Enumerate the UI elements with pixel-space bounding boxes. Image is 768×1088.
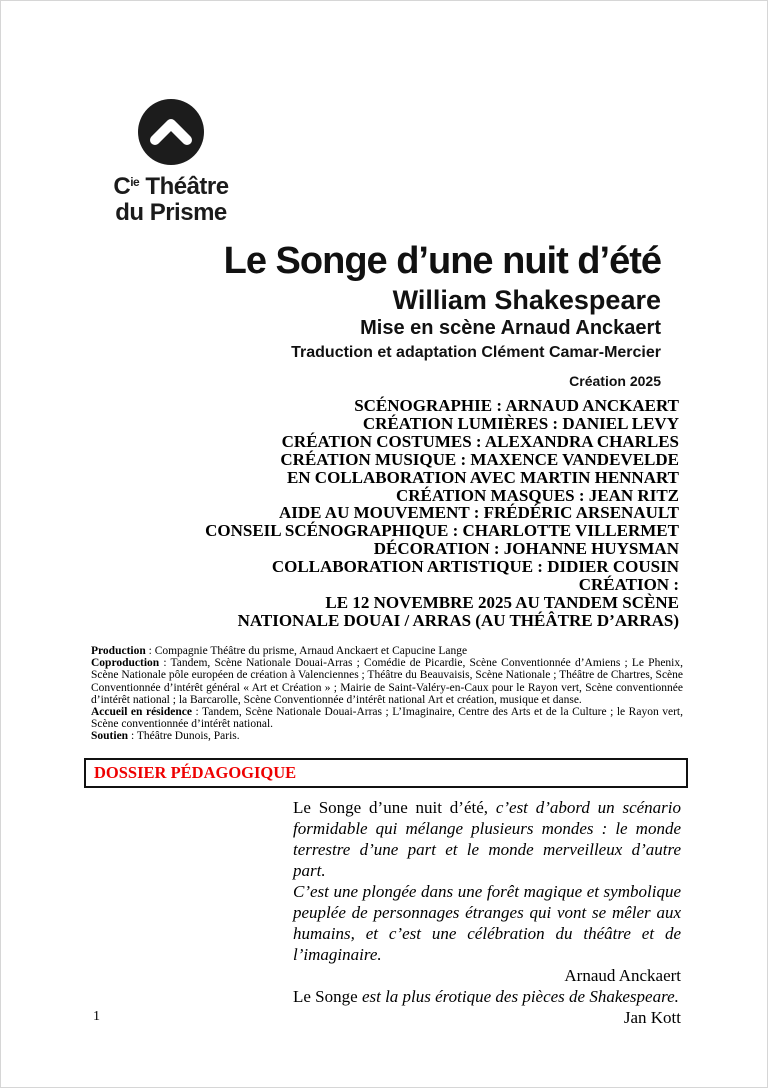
production-text: : Tandem, Scène Nationale Douai-Arras ; L’Imaginaire, Centre des Arts et de la Culture ; le Rayon vert, Scène conventionnée d’intérêt national. <box>91 706 683 731</box>
production-text: : Théâtre Dunois, Paris. <box>128 730 240 743</box>
production-paragraph <box>91 730 683 742</box>
quote-title-reference: Le Songe d’une nuit d’été, <box>293 798 489 817</box>
chevron-up-icon <box>138 99 204 165</box>
creation-year: Création 2025 <box>569 373 661 389</box>
quote-attribution: Arnaud Anckaert <box>564 966 681 985</box>
credit-line: CRÉATION MUSIQUE : MAXENCE VANDEVELDE <box>280 449 679 469</box>
production-paragraph <box>91 645 683 657</box>
logo-circle <box>138 99 204 165</box>
company-name-line1: $C^{ie}$ Théâtre <box>113 173 229 200</box>
play-title: Le Songe d’une nuit d’été <box>223 240 661 282</box>
credits-list <box>86 397 679 630</box>
quote-paragraph <box>293 986 681 1007</box>
credit-line: CRÉATION : <box>578 575 679 595</box>
company-logo <box>105 99 237 226</box>
credit-line: LE 12 NOVEMBRE 2025 AU TANDEM SCÈNE <box>325 592 679 612</box>
credit-line: SCÉNOGRAPHIE : ARNAUD ANCKAERT <box>354 396 679 415</box>
company-name-line2: du Prisme <box>115 199 227 226</box>
dossier-banner-label: DOSSIER PÉDAGOGIQUE <box>94 763 297 782</box>
credit-line: CONSEIL SCÉNOGRAPHIQUE : CHARLOTTE VILLERMET <box>205 521 679 541</box>
production-paragraph <box>91 657 683 706</box>
credit-line: CRÉATION MASQUES : JEAN RITZ <box>395 485 679 505</box>
production-block <box>91 645 683 743</box>
production-label: Soutien <box>91 730 129 743</box>
credit-line: DÉCORATION : JOHANNE HUYSMAN <box>373 539 679 559</box>
quote-attribution: Jan Kott <box>623 1008 681 1027</box>
production-text: : Compagnie Théâtre du prisme, Arnaud Anckaert et Capucine Lange <box>145 645 468 657</box>
credit-line: CRÉATION COSTUMES : ALEXANDRA CHARLES <box>281 431 679 451</box>
dossier-banner <box>84 758 688 788</box>
quotes-block <box>293 797 681 1028</box>
production-label: Accueil en résidence <box>91 706 192 719</box>
quote-paragraph: C’est une plongée dans une forêt magique et symbolique peuplée de personnages étranges qui vont se mêler aux humains, et c’est une célébration du théâtre et de l’imaginaire. <box>293 882 681 964</box>
production-label: Coproduction <box>91 657 160 670</box>
production-label: Production <box>91 645 146 657</box>
title-block <box>86 240 661 389</box>
translation-credit: Traduction et adaptation Clément Camar-Mercier <box>291 344 661 361</box>
quote-text: c’est d’abord un scénario formidable qui mélange plusieurs mondes : le monde terrestre d’une part et le monde merveilleux d’autre part. <box>293 798 681 880</box>
company-name <box>105 169 237 226</box>
author-name: William Shakespeare <box>392 285 661 315</box>
quote-title-reference: Le Songe <box>293 987 358 1006</box>
direction-credit: Mise en scène Arnaud Anckaert <box>360 317 661 339</box>
quote-paragraph <box>293 797 681 881</box>
credit-line: CRÉATION LUMIÈRES : DANIEL LEVY <box>362 413 679 433</box>
credit-line: COLLABORATION ARTISTIQUE : DIDIER COUSIN <box>271 557 679 577</box>
credit-line: NATIONALE DOUAI / ARRAS (AU THÉÂTRE D’ARRAS) <box>237 610 679 630</box>
credit-line: EN COLLABORATION AVEC MARTIN HENNART <box>286 467 679 487</box>
credit-line: AIDE AU MOUVEMENT : FRÉDÉRIC ARSENAULT <box>278 503 679 523</box>
page-number: 1 <box>93 1009 100 1024</box>
production-text: : Tandem, Scène Nationale Douai-Arras ; Comédie de Picardie, Scène Conventionnée d’Amiens ; Le Phenix, Scène Nationale pôle européen de création à Valenciennes ; Théâtre du Beauvaisis, Scène Nationale ; Théâtre de Chartres, Scène Conventionnée d’intérêt général « Art et Création » ; Mairie de Saint-Valéry-en-Caux pour le Rayon vert, Scène conventionnée d’intérêt national ; la Barcarolle, Scène Conventionnée d’intérêt national Art et création, musique et danse. <box>91 657 684 706</box>
quote-text: est la plus érotique des pièces de Shakespeare. <box>357 987 679 1006</box>
production-paragraph <box>91 706 683 730</box>
